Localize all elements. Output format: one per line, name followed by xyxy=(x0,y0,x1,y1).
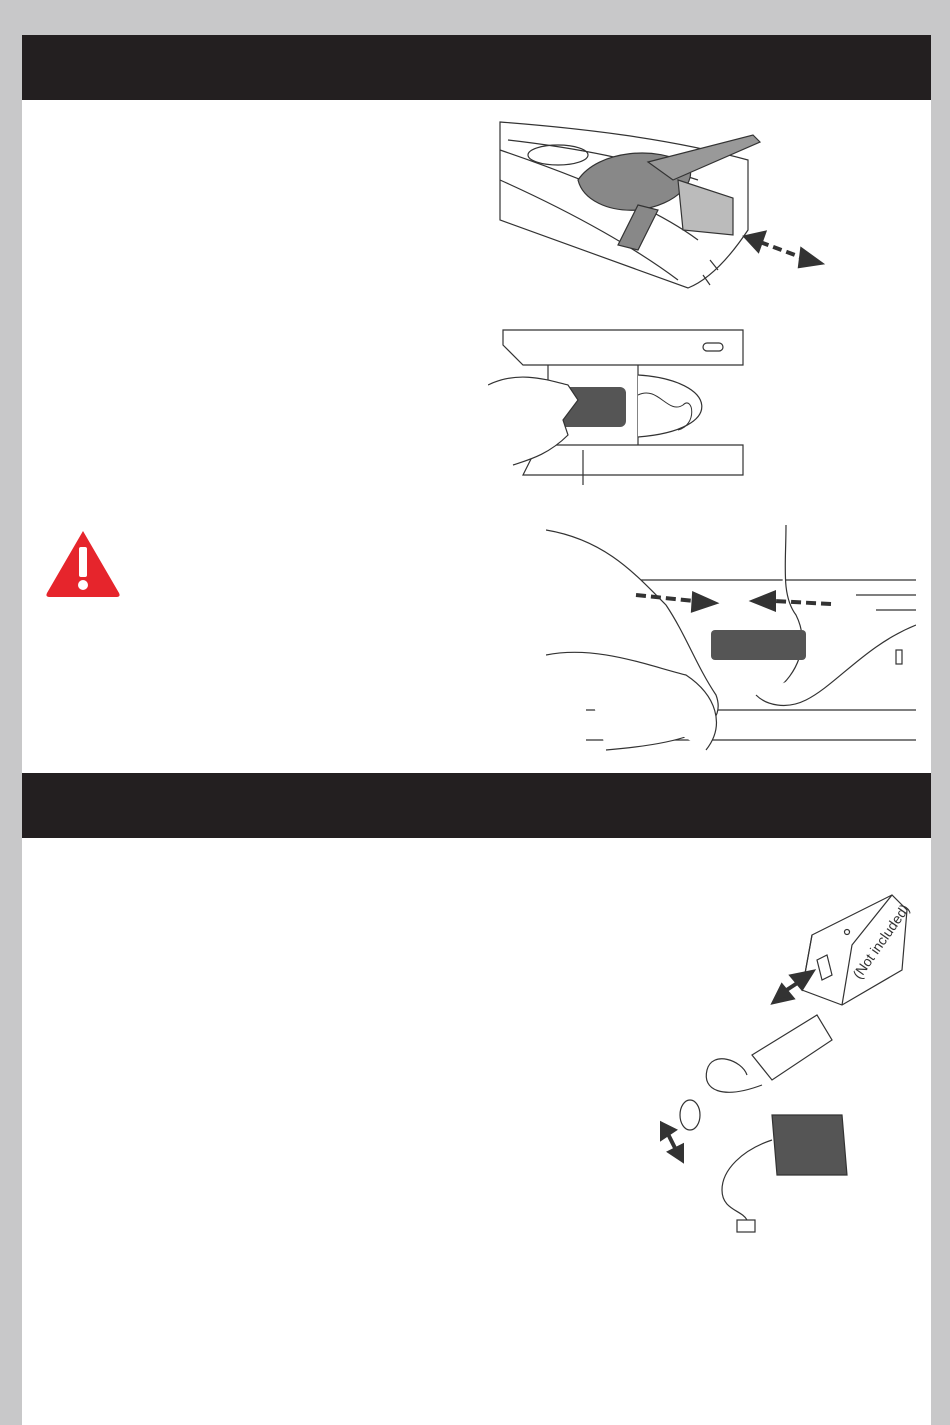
section-header-bar xyxy=(22,773,931,838)
boat-hatch-illustration xyxy=(498,120,828,290)
usb-charger-illustration xyxy=(622,890,912,1235)
manual-page xyxy=(22,35,931,1425)
battery-insert-illustration xyxy=(488,325,748,495)
not-included-label: (Not included) xyxy=(849,901,912,982)
warning-icon xyxy=(44,527,122,599)
section-header-bar xyxy=(22,35,931,100)
connector-illustration xyxy=(546,525,916,770)
